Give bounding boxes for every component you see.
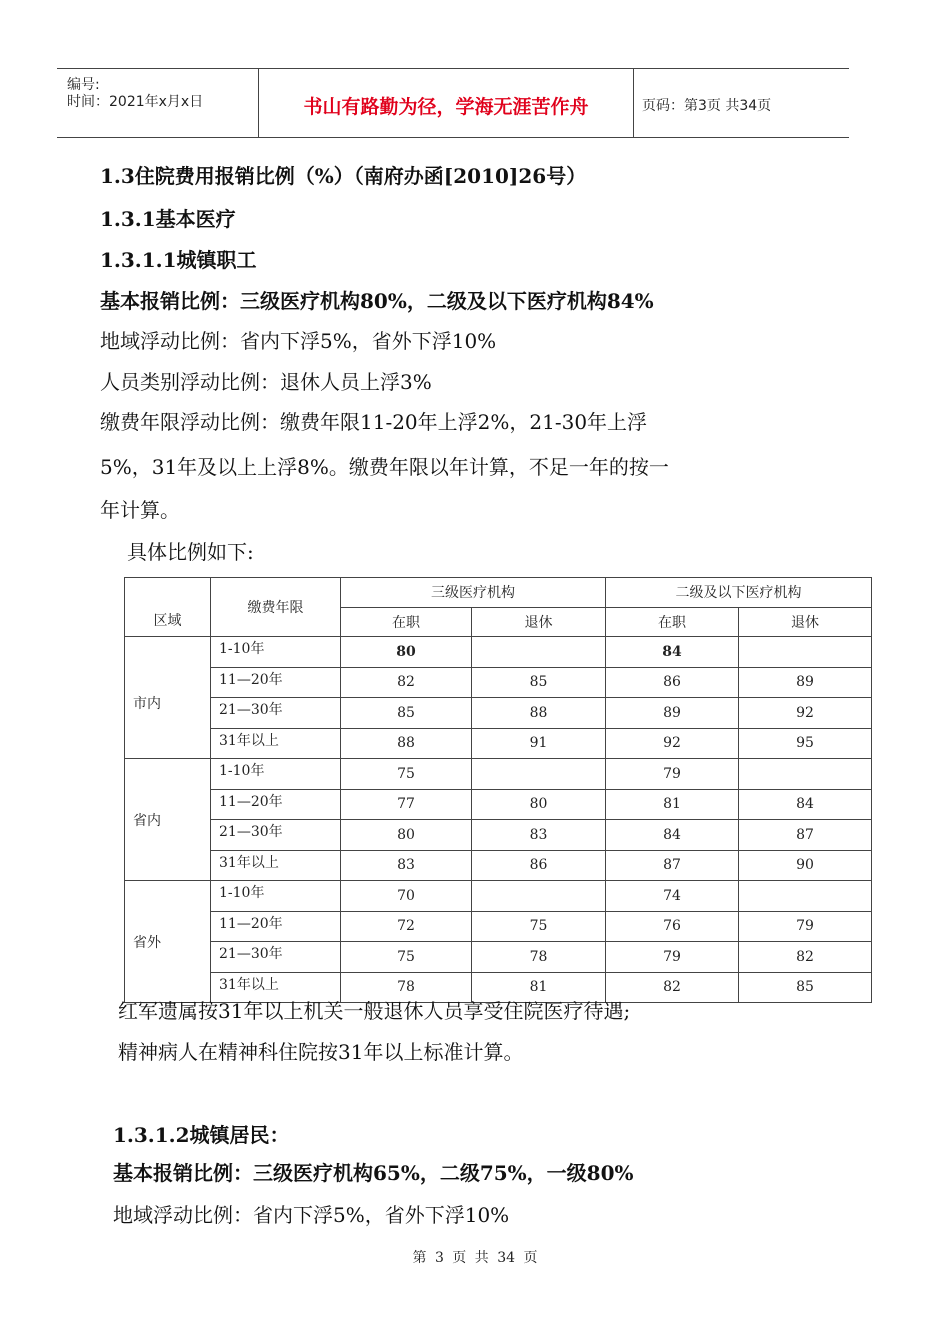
period-cell: 21—30年: [211, 698, 341, 729]
basic-ratio-text: 基本报销比例：三级医疗机构80%，二级及以下医疗机构84%: [100, 289, 654, 313]
years-float-text-3: 年计算。: [100, 498, 180, 522]
subheader-l3-retired: 退休: [472, 607, 606, 637]
subheader-l2-retired: 退休: [739, 607, 872, 637]
l3-retired-cell: 85: [472, 667, 606, 698]
l3-employed-cell: 82: [341, 667, 472, 698]
l2-retired-cell: [739, 759, 872, 790]
subheader-l2-employed: 在职: [606, 607, 739, 637]
l3-retired-cell: 80: [472, 789, 606, 820]
period-cell: 11—20年: [211, 667, 341, 698]
resident-region-text: 地域浮动比例：省内下浮5%，省外下浮10%: [113, 1203, 510, 1227]
l3-employed-cell: 72: [341, 911, 472, 942]
table-row: [125, 942, 872, 973]
l3-retired-cell: [472, 881, 606, 912]
header-page: [634, 69, 849, 137]
l3-retired-cell: [472, 637, 606, 668]
period-cell: 11—20年: [211, 911, 341, 942]
table-header-row: [125, 578, 872, 608]
note-red-army: 红军遗属按31年以上机关一般退休人员享受住院医疗待遇;: [118, 999, 631, 1023]
l2-retired-cell: 95: [739, 728, 872, 759]
period-cell: 1-10年: [211, 881, 341, 912]
l3-employed-cell: 85: [341, 698, 472, 729]
header-meta: [57, 69, 258, 137]
years-float-text-2: 5%，31年及以上上浮8%。缴费年限以年计算，不足一年的按一: [100, 455, 669, 479]
section-heading-1-3-1-1: 1.3.1.1城镇职工: [100, 248, 257, 272]
l3-employed-cell: 77: [341, 789, 472, 820]
personnel-float-text: 人员类别浮动比例：退休人员上浮3%: [100, 370, 432, 394]
l2-retired-cell: 85: [739, 972, 872, 1003]
col-header-years: 缴费年限: [211, 578, 341, 637]
table-row: [125, 789, 872, 820]
period-cell: 31年以上: [211, 850, 341, 881]
period-cell: 11—20年: [211, 789, 341, 820]
header-motto: [258, 69, 634, 137]
l2-employed-cell: 86: [606, 667, 739, 698]
page-header: [57, 68, 849, 138]
region-cell: 省外: [125, 881, 211, 1003]
l2-employed-cell: 74: [606, 881, 739, 912]
period-cell: 31年以上: [211, 972, 341, 1003]
l3-employed-cell: 80: [341, 637, 472, 668]
number-label: 编号:: [67, 77, 100, 93]
l2-retired-cell: [739, 881, 872, 912]
section-heading-1-3-1-2: 1.3.1.2城镇居民：: [113, 1123, 290, 1147]
l2-employed-cell: 79: [606, 759, 739, 790]
reimbursement-rate-table: [124, 577, 872, 1003]
l2-retired-cell: [739, 637, 872, 668]
l2-employed-cell: 84: [606, 637, 739, 668]
table-row: [125, 820, 872, 851]
detail-intro-text: 具体比例如下:: [127, 540, 254, 564]
l3-employed-cell: 70: [341, 881, 472, 912]
table-row: [125, 881, 872, 912]
region-cell: 省内: [125, 759, 211, 881]
table-row: [125, 667, 872, 698]
period-cell: 21—30年: [211, 820, 341, 851]
l3-retired-cell: 86: [472, 850, 606, 881]
l3-employed-cell: 83: [341, 850, 472, 881]
table-row: [125, 759, 872, 790]
l3-retired-cell: 75: [472, 911, 606, 942]
l3-employed-cell: 80: [341, 820, 472, 851]
years-float-text-1: 缴费年限浮动比例：缴费年限11-20年上浮2%，21-30年上浮: [100, 410, 648, 434]
table-row: [125, 637, 872, 668]
table-row: [125, 728, 872, 759]
resident-basic-text: 基本报销比例：三级医疗机构65%，二级75%，一级80%: [113, 1161, 634, 1185]
l3-retired-cell: 88: [472, 698, 606, 729]
l2-retired-cell: 87: [739, 820, 872, 851]
section-heading-1-3: 1.3住院费用报销比例（%）（南府办函[2010]26号）: [100, 164, 587, 188]
period-cell: 31年以上: [211, 728, 341, 759]
period-cell: 21—30年: [211, 942, 341, 973]
l2-retired-cell: 89: [739, 667, 872, 698]
page-label: 页码：第3页 共34页: [642, 98, 772, 114]
col-header-level3: 三级医疗机构: [341, 578, 606, 608]
period-cell: 1-10年: [211, 637, 341, 668]
l3-retired-cell: 78: [472, 942, 606, 973]
time-label: 时间：2021年x月x日: [67, 94, 204, 110]
l3-employed-cell: 78: [341, 972, 472, 1003]
l3-retired-cell: 91: [472, 728, 606, 759]
table-row: [125, 850, 872, 881]
l2-retired-cell: 84: [739, 789, 872, 820]
note-mental: 精神病人在精神科住院按31年以上标准计算。: [118, 1040, 524, 1064]
l3-employed-cell: 75: [341, 942, 472, 973]
table-row: [125, 698, 872, 729]
l3-employed-cell: 88: [341, 728, 472, 759]
l2-retired-cell: 90: [739, 850, 872, 881]
l2-employed-cell: 92: [606, 728, 739, 759]
l3-employed-cell: 75: [341, 759, 472, 790]
table-row: [125, 911, 872, 942]
l2-employed-cell: 82: [606, 972, 739, 1003]
l3-retired-cell: 81: [472, 972, 606, 1003]
l2-employed-cell: 89: [606, 698, 739, 729]
l3-retired-cell: [472, 759, 606, 790]
l2-retired-cell: 79: [739, 911, 872, 942]
period-cell: 1-10年: [211, 759, 341, 790]
region-float-text: 地域浮动比例：省内下浮5%，省外下浮10%: [100, 329, 497, 353]
motto-text: 书山有路勤为径，学海无涯苦作舟: [303, 95, 589, 118]
col-header-level2: 二级及以下医疗机构: [606, 578, 872, 608]
l2-employed-cell: 81: [606, 789, 739, 820]
l2-employed-cell: 76: [606, 911, 739, 942]
l2-retired-cell: 92: [739, 698, 872, 729]
l2-employed-cell: 87: [606, 850, 739, 881]
l2-retired-cell: 82: [739, 942, 872, 973]
l3-retired-cell: 83: [472, 820, 606, 851]
region-cell: 市内: [125, 637, 211, 759]
l2-employed-cell: 79: [606, 942, 739, 973]
subheader-l3-employed: 在职: [341, 607, 472, 637]
col-header-region: 区域: [125, 578, 211, 637]
section-heading-1-3-1: 1.3.1基本医疗: [100, 207, 236, 231]
page-footer: 第 3 页 共 34 页: [412, 1250, 538, 1266]
l2-employed-cell: 84: [606, 820, 739, 851]
